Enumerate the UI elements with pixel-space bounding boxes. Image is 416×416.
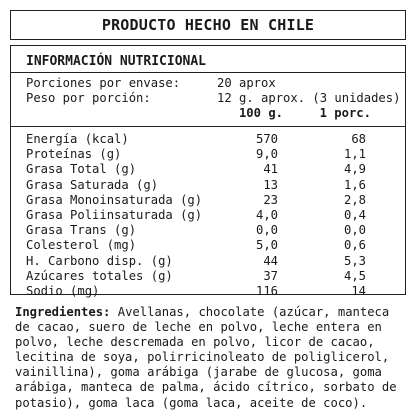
nutrient-label: Colesterol (mg) <box>26 238 137 253</box>
nutrient-row <box>26 284 392 299</box>
nutrient-value-100g: 41 <box>263 162 278 177</box>
nutrient-row <box>26 223 392 238</box>
nutrient-row <box>26 178 392 193</box>
nutrient-label: H. Carbono disp. (g) <box>26 253 173 268</box>
origin-banner <box>10 10 406 40</box>
ingredients-section <box>15 305 407 411</box>
nutrient-label: Grasa Trans (g) <box>26 223 137 238</box>
nutrient-label: Proteínas (g) <box>26 147 122 162</box>
nutrient-value-portion: 4,5 <box>343 268 366 283</box>
nutrient-value-portion: 2,8 <box>343 192 366 207</box>
nutrient-value-portion: 0,0 <box>343 223 366 238</box>
nutrient-label: Grasa Total (g) <box>26 162 137 177</box>
column-header-100g: 100 g. <box>238 106 283 120</box>
nutrient-value-100g: 44 <box>263 253 278 268</box>
portion-value: 12 g. aprox. (3 unidades) <box>217 91 401 105</box>
nutrient-row <box>26 147 392 162</box>
nutrient-value-portion: 4,9 <box>343 162 366 177</box>
nutrient-value-100g: 4,0 <box>255 208 278 222</box>
nutrient-value-portion: 14 <box>351 284 366 298</box>
nutrient-row <box>26 193 392 208</box>
nutrient-value-portion: 5,3 <box>343 253 366 268</box>
nutrient-value-portion: 1,1 <box>343 147 366 162</box>
nutrient-value-100g: 116 <box>255 284 278 298</box>
portion-label: Peso por porción: <box>26 91 151 105</box>
servings-value: 20 aprox <box>217 76 276 90</box>
nutrient-row <box>26 162 392 177</box>
nutrient-row <box>26 238 392 253</box>
nutrient-value-100g: 13 <box>263 177 278 192</box>
nutrient-value-100g: 37 <box>263 268 278 283</box>
origin-banner-text: PRODUCTO HECHO EN CHILE <box>101 16 315 34</box>
nutrient-value-100g: 9,0 <box>255 147 278 162</box>
nutrient-value-100g: 570 <box>255 132 278 146</box>
nutrition-facts-panel <box>10 45 406 298</box>
nutrient-row <box>26 269 392 284</box>
nutrient-row <box>26 254 392 269</box>
header-divider <box>11 126 405 127</box>
nutrient-value-portion: 0,6 <box>343 238 366 253</box>
nutrition-panel-title: INFORMACIÓN NUTRICIONAL <box>26 54 207 69</box>
nutrient-value-100g: 5,0 <box>255 238 278 253</box>
ingredients-label: Ingredientes: <box>15 305 111 319</box>
nutrient-label: Sodio (mg) <box>26 284 100 298</box>
nutrient-label: Grasa Poliinsaturada (g) <box>26 208 203 222</box>
nutrient-row <box>26 208 392 223</box>
ingredients-text: Avellanas, chocolate (azúcar, manteca de cacao, suero de leche en polvo, leche entera en polvo, leche descremada en polvo, licor de cacao, lecitina de soya, polirricinoleato de poliglicerol, vainillina), goma arábiga (jarabe de glucosa, goma arábiga, manteca de palma, ácido cítrico, sorbato de potasio), goma laca (goma laca, aceite de coco). <box>15 305 397 410</box>
nutrient-value-100g: 0,0 <box>255 223 278 238</box>
nutrient-label: Grasa Saturada (g) <box>26 177 159 192</box>
nutrient-value-portion: 68 <box>351 132 366 146</box>
nutrient-label: Energía (kcal) <box>26 132 129 146</box>
column-header-portion: 1 porc. <box>319 106 371 120</box>
nutrient-label: Azúcares totales (g) <box>26 268 173 283</box>
nutrient-value-100g: 23 <box>263 192 278 207</box>
nutrient-row <box>26 132 392 147</box>
title-divider <box>11 72 405 73</box>
nutrient-value-portion: 1,6 <box>343 177 366 192</box>
nutrient-label: Grasa Monoinsaturada (g) <box>26 192 203 207</box>
servings-label: Porciones por envase: <box>26 76 181 90</box>
nutrient-value-portion: 0,4 <box>343 208 366 222</box>
